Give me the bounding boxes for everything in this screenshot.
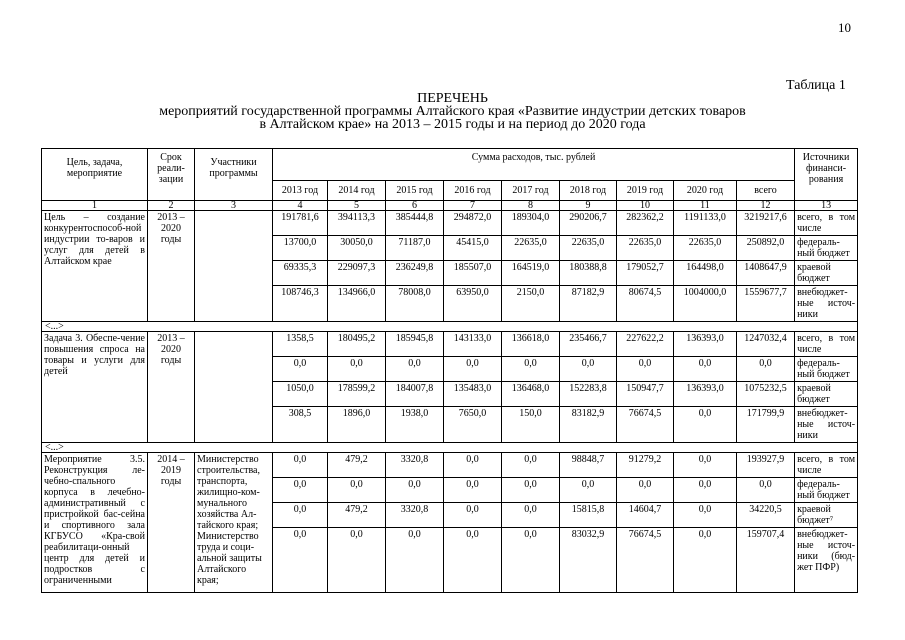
- value-cell: 22635,0: [560, 236, 617, 261]
- header-year: 2014 год: [328, 181, 386, 201]
- value-cell: 0,0: [617, 478, 674, 503]
- page-number: 10: [838, 20, 851, 35]
- value-cell: 0,0: [273, 528, 328, 593]
- value-cell: 22635,0: [674, 236, 737, 261]
- row-name: Задача 3. Обеспе-чение повышения спроса на товары и услуги для детей: [42, 332, 148, 443]
- value-cell: 180388,8: [560, 261, 617, 286]
- value-cell: 91279,2: [617, 453, 674, 478]
- value-cell: 134966,0: [328, 286, 386, 322]
- header-year: 2018 год: [560, 181, 617, 201]
- value-cell: 136393,0: [674, 382, 737, 407]
- value-cell: 308,5: [273, 407, 328, 443]
- row-participants: [195, 211, 273, 322]
- value-cell: 193927,9: [737, 453, 795, 478]
- value-cell: 1559677,7: [737, 286, 795, 322]
- document-subtitle-line2: в Алтайском крае» на 2013 – 2015 годы и на период до 2020 года: [259, 117, 646, 132]
- column-index: 4: [273, 201, 328, 211]
- header-term: Срок реали-зации: [148, 149, 195, 201]
- source-cell: федераль-ный бюджет: [795, 478, 858, 503]
- header-year: 2020 год: [674, 181, 737, 201]
- value-cell: 191781,6: [273, 211, 328, 236]
- value-cell: 282362,2: [617, 211, 674, 236]
- value-cell: 0,0: [502, 478, 560, 503]
- value-cell: 171799,9: [737, 407, 795, 443]
- value-cell: 0,0: [674, 478, 737, 503]
- value-cell: 152283,8: [560, 382, 617, 407]
- table-row: [42, 211, 858, 236]
- value-cell: 22635,0: [617, 236, 674, 261]
- column-index: 1: [42, 201, 148, 211]
- column-index: 3: [195, 201, 273, 211]
- value-cell: 150947,7: [617, 382, 674, 407]
- value-cell: 0,0: [502, 528, 560, 593]
- value-cell: 0,0: [273, 357, 328, 382]
- value-cell: 1191133,0: [674, 211, 737, 236]
- value-cell: 98848,7: [560, 453, 617, 478]
- value-cell: 0,0: [674, 407, 737, 443]
- header-sources: Источники финанси-рования: [795, 149, 858, 201]
- value-cell: 0,0: [674, 503, 737, 528]
- value-cell: 0,0: [328, 357, 386, 382]
- value-cell: 45415,0: [444, 236, 502, 261]
- value-cell: 479,2: [328, 453, 386, 478]
- value-cell: 164498,0: [674, 261, 737, 286]
- value-cell: 136618,0: [502, 332, 560, 357]
- value-cell: 0,0: [560, 357, 617, 382]
- value-cell: 3320,8: [386, 453, 444, 478]
- value-cell: 479,2: [328, 503, 386, 528]
- source-cell: краевой бюджет⁷: [795, 503, 858, 528]
- value-cell: 385444,8: [386, 211, 444, 236]
- value-cell: 227622,2: [617, 332, 674, 357]
- value-cell: 78008,0: [386, 286, 444, 322]
- value-cell: 0,0: [273, 503, 328, 528]
- row-term: 2013 – 2020 годы: [148, 211, 195, 322]
- column-index: 8: [502, 201, 560, 211]
- value-cell: 1004000,0: [674, 286, 737, 322]
- table-row: [42, 332, 858, 357]
- header-goal: Цель, задача, мероприятие: [42, 149, 148, 201]
- source-cell: федераль-ный бюджет: [795, 236, 858, 261]
- header-sum: Сумма расходов, тыс. рублей: [273, 149, 795, 181]
- value-cell: 0,0: [674, 453, 737, 478]
- source-cell: внебюджет-ные источ-ники (бюд-жет ПФР): [795, 528, 858, 593]
- value-cell: 180495,2: [328, 332, 386, 357]
- value-cell: 189304,0: [502, 211, 560, 236]
- value-cell: 0,0: [444, 528, 502, 593]
- column-index: 13: [795, 201, 858, 211]
- value-cell: 0,0: [502, 357, 560, 382]
- row-name: Мероприятие 3.5. Реконструкция ле-чебно-спального корпуса в лечебно-административный с пристройкой бас-сейна и спортивного зала КГБУСО «Кра-свой реабилитаци-онный центр для детей и подростков с ограниченными: [42, 453, 148, 593]
- value-cell: 7650,0: [444, 407, 502, 443]
- value-cell: 0,0: [502, 453, 560, 478]
- source-cell: всего, в том числе: [795, 211, 858, 236]
- value-cell: 229097,3: [328, 261, 386, 286]
- value-cell: 135483,0: [444, 382, 502, 407]
- value-cell: 1247032,4: [737, 332, 795, 357]
- source-cell: краевой бюджет: [795, 261, 858, 286]
- value-cell: 30050,0: [328, 236, 386, 261]
- value-cell: 0,0: [273, 478, 328, 503]
- source-cell: краевой бюджет: [795, 382, 858, 407]
- header-year: 2019 год: [617, 181, 674, 201]
- value-cell: 236249,8: [386, 261, 444, 286]
- value-cell: 2150,0: [502, 286, 560, 322]
- column-index: 7: [444, 201, 502, 211]
- omission-row: [42, 322, 858, 332]
- value-cell: 136468,0: [502, 382, 560, 407]
- expenses-table: [41, 148, 858, 593]
- value-cell: 22635,0: [502, 236, 560, 261]
- omission-row: [42, 443, 858, 453]
- row-term: 2013 – 2020 годы: [148, 332, 195, 443]
- value-cell: 290206,7: [560, 211, 617, 236]
- value-cell: 0,0: [444, 478, 502, 503]
- value-cell: 76674,5: [617, 528, 674, 593]
- value-cell: 1938,0: [386, 407, 444, 443]
- source-cell: всего, в том числе: [795, 332, 858, 357]
- value-cell: 0,0: [386, 528, 444, 593]
- document-title: ПЕРЕЧЕНЬ: [417, 91, 488, 106]
- row-participants: [195, 332, 273, 443]
- value-cell: 108746,3: [273, 286, 328, 322]
- value-cell: 159707,4: [737, 528, 795, 593]
- value-cell: 15815,8: [560, 503, 617, 528]
- value-cell: 69335,3: [273, 261, 328, 286]
- value-cell: 0,0: [560, 478, 617, 503]
- value-cell: 3219217,6: [737, 211, 795, 236]
- value-cell: 83032,9: [560, 528, 617, 593]
- value-cell: 0,0: [386, 357, 444, 382]
- header-year: всего: [737, 181, 795, 201]
- column-index: 6: [386, 201, 444, 211]
- value-cell: 80674,5: [617, 286, 674, 322]
- header-participants: Участники программы: [195, 149, 273, 201]
- header-year: 2016 год: [444, 181, 502, 201]
- value-cell: 0,0: [444, 453, 502, 478]
- value-cell: 14604,7: [617, 503, 674, 528]
- source-cell: федераль-ный бюджет: [795, 357, 858, 382]
- column-index: 10: [617, 201, 674, 211]
- value-cell: 0,0: [617, 357, 674, 382]
- value-cell: 0,0: [737, 357, 795, 382]
- value-cell: 34220,5: [737, 503, 795, 528]
- value-cell: 83182,9: [560, 407, 617, 443]
- value-cell: 185945,8: [386, 332, 444, 357]
- column-index: 2: [148, 201, 195, 211]
- row-term: 2014 – 2019 годы: [148, 453, 195, 593]
- source-cell: всего, в том числе: [795, 453, 858, 478]
- document-subtitle-line1: мероприятий государственной программы Алтайского края «Развитие индустрии детских товаров: [159, 104, 746, 119]
- value-cell: 294872,0: [444, 211, 502, 236]
- value-cell: 0,0: [273, 453, 328, 478]
- value-cell: 0,0: [328, 478, 386, 503]
- column-index: 5: [328, 201, 386, 211]
- value-cell: 136393,0: [674, 332, 737, 357]
- value-cell: 178599,2: [328, 382, 386, 407]
- value-cell: 1896,0: [328, 407, 386, 443]
- value-cell: 150,0: [502, 407, 560, 443]
- value-cell: 0,0: [328, 528, 386, 593]
- value-cell: 1075232,5: [737, 382, 795, 407]
- value-cell: 0,0: [674, 357, 737, 382]
- header-year: 2013 год: [273, 181, 328, 201]
- header-year: 2015 год: [386, 181, 444, 201]
- value-cell: 0,0: [674, 528, 737, 593]
- value-cell: 1050,0: [273, 382, 328, 407]
- value-cell: 71187,0: [386, 236, 444, 261]
- header-year: 2017 год: [502, 181, 560, 201]
- value-cell: 250892,0: [737, 236, 795, 261]
- table-row: [42, 453, 858, 478]
- table-label: Таблица 1: [786, 78, 846, 93]
- row-name: Цель – создание конкурентоспособ-ной индустрии то-варов и услуг для детей в Алтайском крае: [42, 211, 148, 322]
- source-cell: внебюджет-ные источ-ники: [795, 407, 858, 443]
- value-cell: 87182,9: [560, 286, 617, 322]
- value-cell: 3320,8: [386, 503, 444, 528]
- value-cell: 143133,0: [444, 332, 502, 357]
- column-index: 12: [737, 201, 795, 211]
- value-cell: 185507,0: [444, 261, 502, 286]
- value-cell: 0,0: [386, 478, 444, 503]
- value-cell: 76674,5: [617, 407, 674, 443]
- value-cell: 1408647,9: [737, 261, 795, 286]
- value-cell: 0,0: [502, 503, 560, 528]
- value-cell: 179052,7: [617, 261, 674, 286]
- column-index: 9: [560, 201, 617, 211]
- omission-marker: <...>: [42, 443, 858, 453]
- value-cell: 394113,3: [328, 211, 386, 236]
- value-cell: 13700,0: [273, 236, 328, 261]
- value-cell: 0,0: [737, 478, 795, 503]
- value-cell: 235466,7: [560, 332, 617, 357]
- value-cell: 0,0: [444, 357, 502, 382]
- value-cell: 0,0: [444, 503, 502, 528]
- value-cell: 184007,8: [386, 382, 444, 407]
- value-cell: 63950,0: [444, 286, 502, 322]
- source-cell: внебюджет-ные источ-ники: [795, 286, 858, 322]
- column-index: 11: [674, 201, 737, 211]
- value-cell: 164519,0: [502, 261, 560, 286]
- omission-marker: <...>: [42, 322, 858, 332]
- value-cell: 1358,5: [273, 332, 328, 357]
- row-participants: Министерство строительства, транспорта, жилищно-ком-мунального хозяйства Ал-тайского края; Министерство труда и соци-альной защиты Алтайского края;: [195, 453, 273, 593]
